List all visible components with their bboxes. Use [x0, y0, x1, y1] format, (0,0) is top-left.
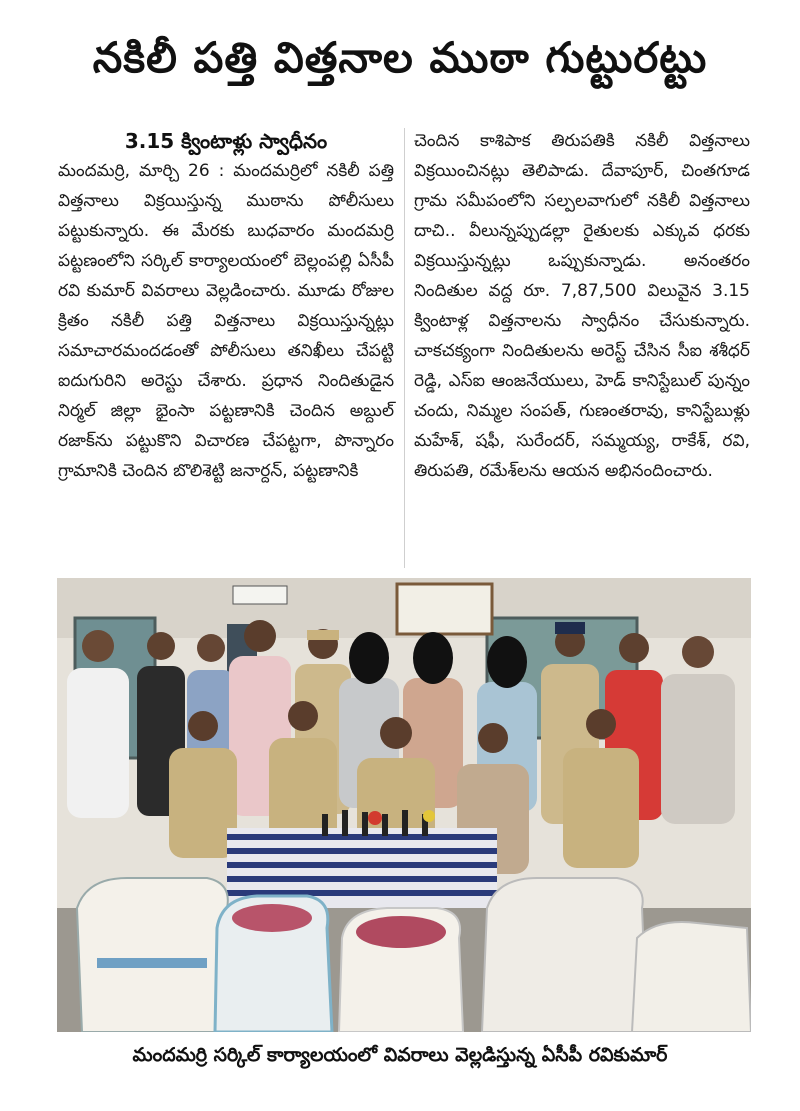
article-body-left: మందమర్రి, మార్చి 26 : మందమర్రిలో నకిలీ పత్తి విత్తనాలు విక్రయిస్తున్న ముఠాను పోలీసులు పట్టుకున్నారు. ఈ మేరకు బుధవారం మందమర్రి పట్టణంలోని సర్కిల్ కార్యాలయంలో బెల్లంపల్లి ఏసీపీ రవి కుమార్ వివరాలు వెల్లడించారు. మూడు రోజుల క్రితం నకిలీ పత్తి విత్తనాలు విక్రయిస్తున్నట్లు సమాచారమందడంతో పోలీసులు తనిఖీలు చేపట్టి ఐదుగురిని అరెస్టు చేశారు. ప్రధాన నిందితుడైన నిర్మల్ జిల్లా భైంసా పట్టణానికి చెందిన అబ్దుల్ రజాక్‌ను పట్టుకొని విచారణ చేపట్టగా, పొన్నారం గ్రామానికి చెందిన బొలిశెట్టి జనార్దన్, పట్టణానికి [58, 161, 394, 481]
column-divider [404, 128, 405, 568]
news-photo [57, 578, 751, 1032]
article-column-right [414, 126, 750, 486]
photo-caption: మందమర్రి సర్కిల్ కార్యాలయంలో వివరాలు వెల్లడిస్తున్న ఏసీపీ రవికుమార్ [132, 1044, 668, 1066]
press-meet-photo-illustration [57, 578, 751, 1032]
article-column-left [58, 126, 394, 486]
subheadline: 3.15 క్వింటాళ్లు స్వాధీనం [124, 129, 328, 153]
article-body-right: చెందిన కాశిపాక తిరుపతికి నకిలీ విత్తనాలు విక్రయించినట్లు తెలిపాడు. దేవాపూర్, చింతగూడ గ్రామ సమీపంలోని సల్పలవాగులో నకిలీ విత్తనాలు దాచి.. వీలున్నప్పుడల్లా రైతులకు ఎక్కువ ధరకు విక్రయిస్తున్నట్లు ఒప్పుకున్నాడు. అనంతరం నిందితుల వద్ద రూ. 7,87,500 విలువైన 3.15 క్వింటాళ్ల విత్తనాలను స్వాధీనం చేసుకున్నారు. చాకచక్యంగా నిందితులను అరెస్ట్ చేసిన సీఐ శశీధర్ రెడ్డి, ఎస్ఐ ఆంజనేయులు, హెడ్ కానిస్టేబుల్ పున్నం చందు, నిమ్మల సంపత్, గుణంతరావు, కానిస్టేబుళ్లు మహేశ్, షఫీ, సురేందర్, సమ్మయ్య, రాకేశ్, రవి, తిరుపతి, రమేశ్‌లను ఆయన అభినందించారు. [414, 131, 750, 481]
headline: నకిలీ పత్తి విత్తనాల ముఠా గుట్టురట్టు [92, 33, 708, 82]
